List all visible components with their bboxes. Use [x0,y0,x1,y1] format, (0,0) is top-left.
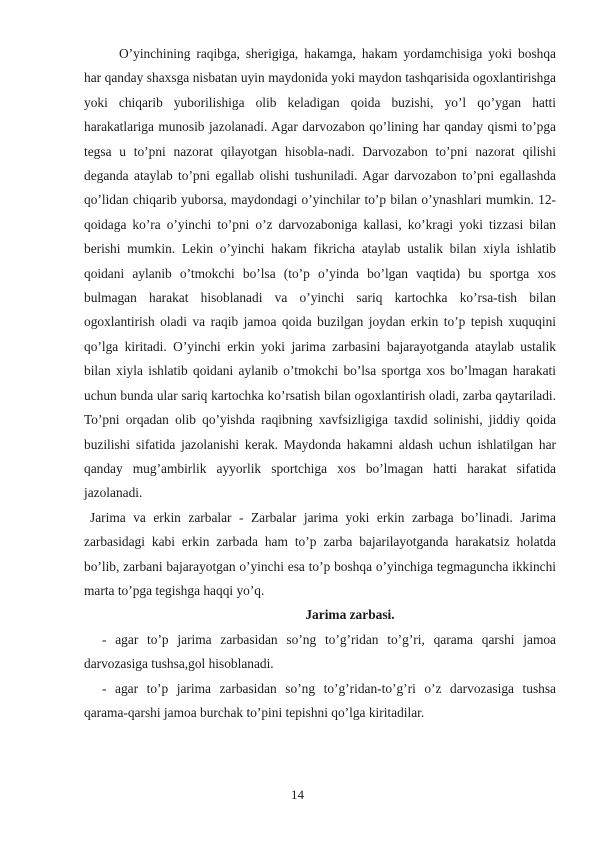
body-text [84,42,556,725]
paragraph-rules-conduct: O’yinchining raqibga, sherigiga, hakamga, hakam yordamchisiga yoki boshqa har qanday shaxsga nisbatan uyin maydonida yoki maydon tashqarisida ogoxlantirishga yoki chiqarib yuborilishiga olib keladigan qoida buzishi, yo’l qo’ygan hatti harakatlariga munosib jazolanadi. Agar darvozabon qo’lining har qanday qismi to’pga tegsa u to’pni nazorat qilayotgan hisobla-nadi. Darvozabon to’pni nazorat qilishi deganda ataylab to’pni egallab olishi tushuniladi. Agar darvozabon to’pni egallashda qo’lidan chiqarib yuborsa, maydondagi o’yinchilar to’p bilan o’ynashlari mumkin. 12- qoidaga ko’ra o’yinchi to’pni o’z darvozaboniga kallasi, ko’kragi yoki tizzasi bilan berishi mumkin. Lekin o’yinchi hakam fikricha ataylab ustalik bilan xiyla ishlatib qoidani aylanib o’tmokchi bo’lsa (to’p o’yinda bo’lgan vaqtida) bu sportga xos bulmagan harakat hisoblanadi va o’yinchi sariq kartochka ko’rsa-tish bilan ogoxlantirish oladi va raqib jamoa qoida buzilgan joydan erkin to’p tepish xuquqini qo’lga kiritadi. O’yinchi erkin yoki jarima zarbasini bajarayotganda ataylab ustalik bilan xiyla ishlatib qoidani aylanib o’tmokchi bo’lsa sportga xos bo’lmagan harakati uchun bunda ular sariq kartochka ko’rsatish bilan ogoxlantirish oladi, zarba qaytariladi. To’pni orqadan olib qo’yishda raqibning xavfsizligiga taxdid solinishi, jiddiy qoida buzilishi sifatida jazolanishi kerak. Maydonda hakamni aldash uchun ishlatilgan har qanday mug’ambirlik ayyorlik sportchiga xos bo’lmagan hatti harakat sifatida jazolanadi. [84,46,556,501]
list-item: - agar to’p jarima zarbasidan so’ng to’g’ridan to’g’ri, qarama qarshi jamoa darvozasiga tushsa,gol hisoblanadi. [84,631,556,672]
list-item: - agar to’p jarima zarbasidan so’ng to’g’ridan-to’g’ri o’z darvozasiga tushsa qarama-qarshi jamoa burchak to’pini tepishni qo’lga kiritadilar. [84,680,556,720]
page-number: 14 [291,787,304,802]
section-heading: Jarima zarbasi. [305,607,395,623]
paragraph-free-kicks: Jarima va erkin zarbalar - Zarbalar jarima yoki erkin zarbaga bo’linadi. Jarima zarbasidagi kabi erkin zarbada ham to’p zarba bajarilayotganda harakatsiz holatda bo’lib, zarbani bajarayotgan o’yinchi esa to’p boshqa o’yinchiga tegmaguncha ikkinchi marta to’pga tegishga haqqi yo’q. [84,509,556,598]
